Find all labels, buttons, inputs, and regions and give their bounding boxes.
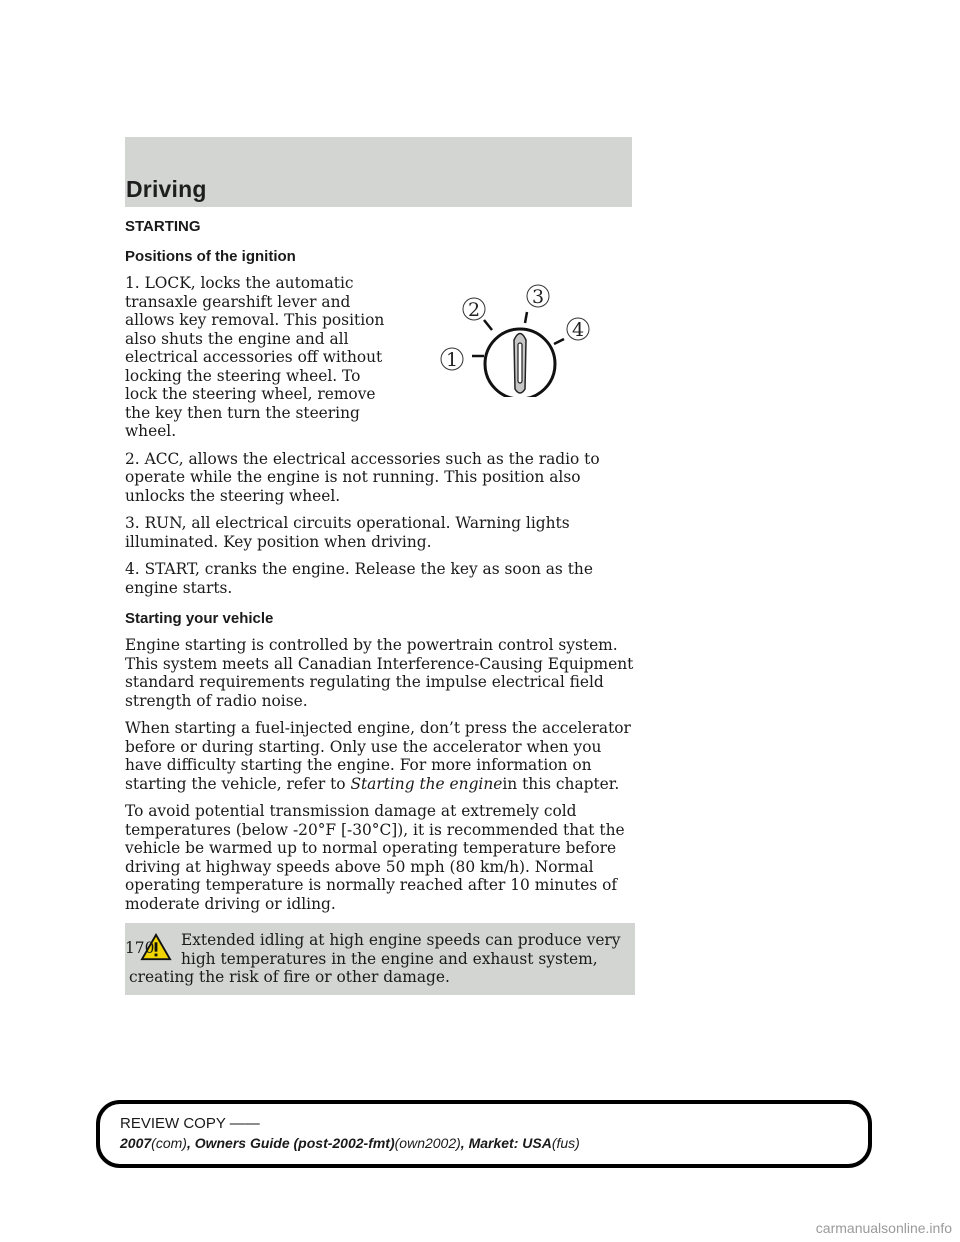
position-3-label: 3 <box>532 286 545 308</box>
position-1-label: 1 <box>446 349 459 371</box>
footer-guide: , Owners Guide (post-2002-fmt) <box>186 1135 395 1151</box>
cold-temperature-paragraph: To avoid potential transmission damage at extremely cold temperatures (below -20°F [-30°C]), it is recommended that the vehicle be warmed up to normal operating temperature before driving at highway speeds above 50 mph (80 km/h). Normal operating temperature is normally reached after 10 minutes of moderate driving or idling. <box>125 802 625 913</box>
start-position-text: 4. START, cranks the engine. Release the key as soon as the engine starts. <box>125 560 593 597</box>
warning-box <box>125 923 635 995</box>
document-info <box>120 1135 580 1151</box>
footer-code-1: (com) <box>151 1135 187 1151</box>
review-copy-label: REVIEW COPY —— <box>120 1115 260 1132</box>
acc-position-text: 2. ACC, allows the electrical accessories such as the radio to operate while the engine is not running. This position also unlocks the steering wheel. <box>125 449 600 505</box>
starting-vehicle-heading: Starting your vehicle <box>125 610 274 627</box>
accelerator-paragraph <box>125 719 635 793</box>
page-number: 170 <box>125 939 155 957</box>
footer-code-3: (fus) <box>551 1135 580 1151</box>
page-section-title: Driving <box>126 176 207 202</box>
footer-year: 2007 <box>120 1135 152 1151</box>
watermark: carmanualsonline.info <box>815 1220 952 1236</box>
footer-market-label: , Market: <box>460 1135 519 1151</box>
warning-text: Extended idling at high engine speeds can produce very high temperatures in the engine and exhaust system, creating the risk of fire or other damage. <box>129 931 621 986</box>
review-footer <box>96 1100 872 1168</box>
position-2-label: 2 <box>468 299 481 321</box>
accelerator-text: When starting a fuel-injected engine, don’t press the accelerator before or during starting. Only use the accelerator when you have difficulty starting the engine. For more information on starting the vehicle, refer to <box>125 719 631 793</box>
accelerator-tail: in this chapter. <box>502 774 620 793</box>
powertrain-paragraph: Engine starting is controlled by the powertrain control system. This system meets all Canadian Interference-Causing Equipment standard requirements regulating the impulse electrical field strength of radio noise. <box>125 636 634 710</box>
run-position-text: 3. RUN, all electrical circuits operational. Warning lights illuminated. Key position when driving. <box>125 514 570 551</box>
lock-position-text: 1. LOCK, locks the automatic transaxle gearshift lever and allows key removal. This position also shuts the engine and all electrical accessories off without locking the steering wheel. To lock the steering wheel, remove the key then turn the steering wheel. <box>125 274 385 440</box>
main-content <box>125 218 635 995</box>
footer-market: USA <box>522 1135 552 1151</box>
ignition-heading: Positions of the ignition <box>125 248 296 265</box>
position-4-label: 4 <box>572 319 585 341</box>
cross-reference: Starting the engine <box>350 774 503 793</box>
footer-code-2: (own2002) <box>394 1135 461 1151</box>
section-heading: STARTING <box>125 218 201 235</box>
